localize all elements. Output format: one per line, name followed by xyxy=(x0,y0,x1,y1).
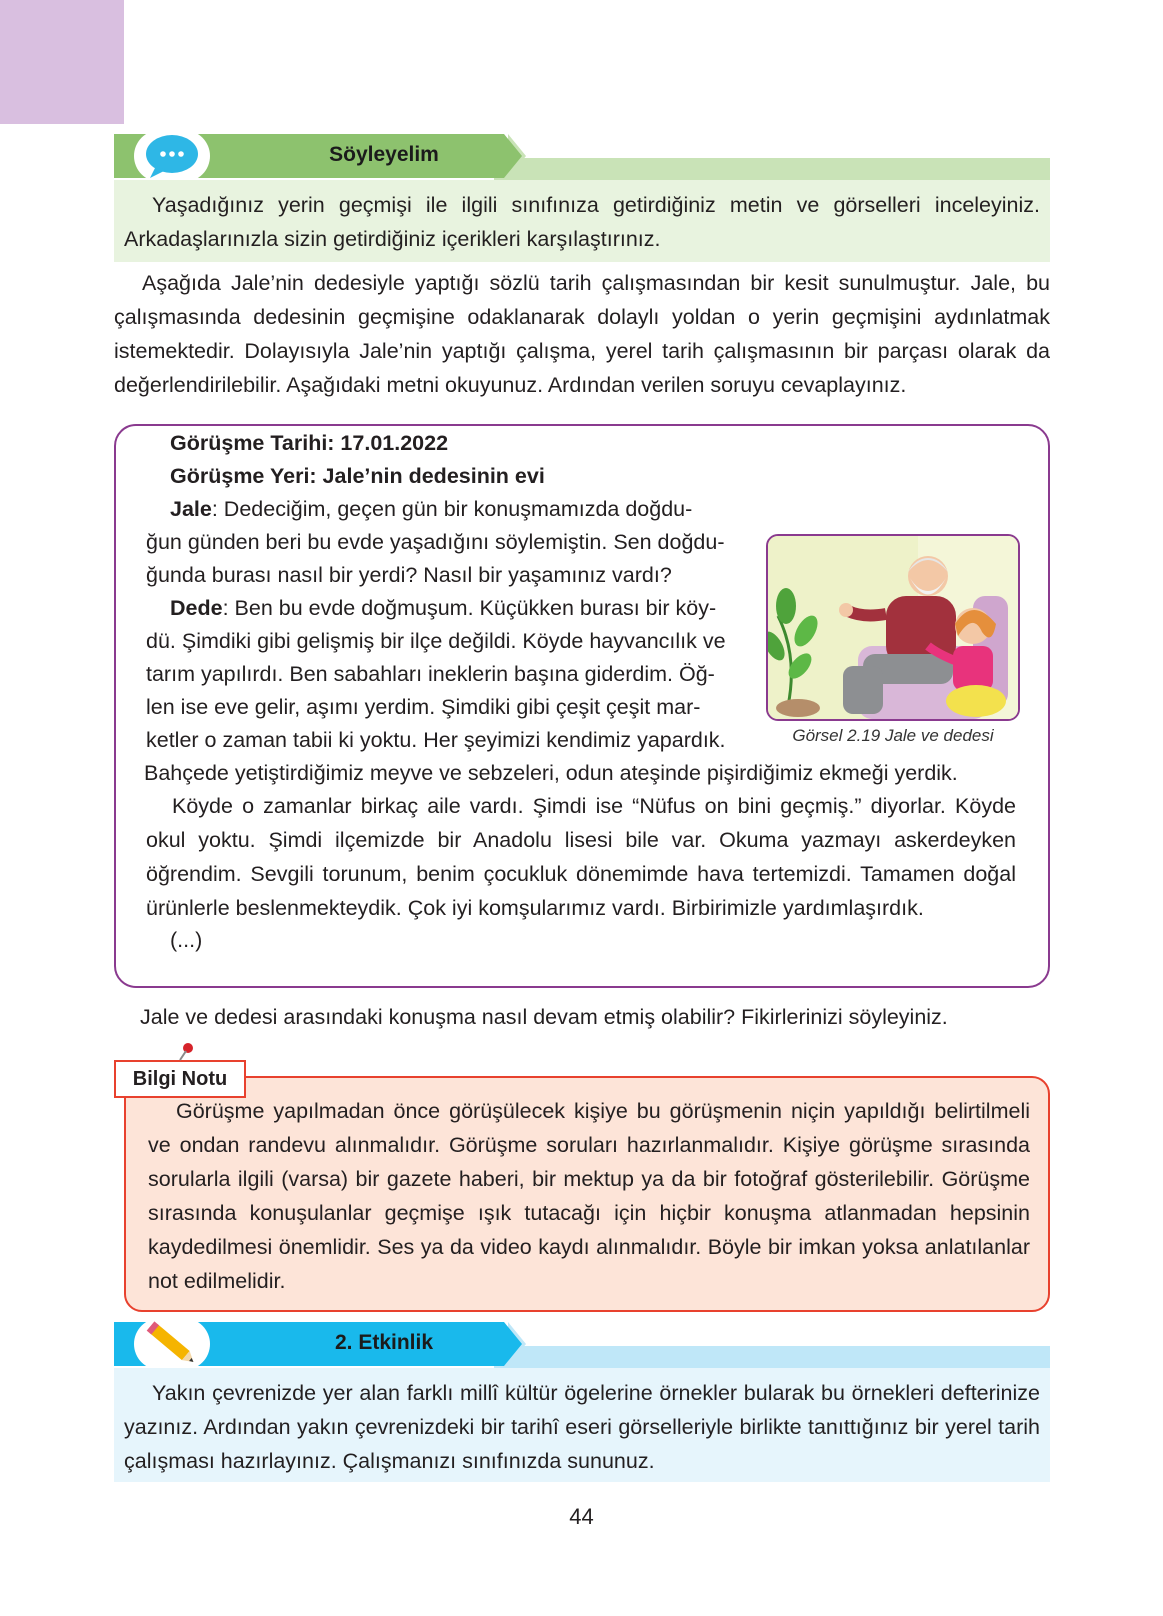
interview-ellipsis: (...) xyxy=(170,928,203,952)
interview-place: Görüşme Yeri: Jale’nin dedesinin evi xyxy=(170,464,545,488)
soyleyelim-text: Yaşadığınız yerin geçmişi ile ilgili sınıfınıza getirdiğiniz metin ve görselleri inceleyiniz. Arkadaşlarınızla sizin getirdiğiniz içerikleri karşılaştırınız. xyxy=(124,193,1040,251)
dede-line-1 xyxy=(170,591,716,625)
jale-and-grandfather-illustration xyxy=(766,534,1020,721)
intro-paragraph: Aşağıda Jale’nin dedesiyle yaptığı sözlü tarih çalışmasından bir kesit sunulmuştur. Jale, bu çalışmasında dedesinin geçmişine odaklanarak dolaylı yoldan o yerin geçmişini aydınlatmak istemektedir. Dolayısıyla Jale’nin yaptığı çalışma, yerel tarih çalışmasının bir parçası olarak da değerlendirilebilir. Aşağıdaki metni okuyunuz. Ardından verilen soruyu cevaplayınız. xyxy=(114,271,1050,397)
jale-label: Jale xyxy=(170,497,212,521)
dede-text-1: : Ben bu evde doğmuşum. Küçükken burası bir köy- xyxy=(222,596,717,620)
page-number: 44 xyxy=(569,1504,594,1529)
jale-line-2: ğun günden beri bu evde yaşadığını söylemiştin. Sen doğdu- xyxy=(146,530,725,554)
page-corner-tab xyxy=(0,0,124,124)
etkinlik-title: 2. Etkinlik xyxy=(334,1331,434,1354)
dede-line-4: len ise eve gelir, aşımı yerdim. Şimdiki gibi çeşit çeşit mar- xyxy=(146,695,701,719)
interview-box xyxy=(114,424,1050,988)
dede-line-2: dü. Şimdiki gibi gelişmiş bir ilçe değildi. Köyde hayvancılık ve xyxy=(146,629,726,653)
illustration-caption: Görsel 2.19 Jale ve dedesi xyxy=(792,726,994,745)
bilgi-notu-box xyxy=(124,1076,1050,1312)
pushpin-icon xyxy=(178,1042,194,1062)
discussion-question: Jale ve dedesi arasındaki konuşma nasıl devam etmiş olabilir? Fikirlerinizi söyleyiniz. xyxy=(140,1005,948,1029)
etkinlik-box xyxy=(114,1368,1050,1482)
jale-line-3: ğunda burası nasıl bir yerdi? Nasıl bir yaşamınız vardı? xyxy=(146,563,672,587)
soyleyelim-title: Söyleyelim xyxy=(329,143,439,166)
banner-tip xyxy=(504,1322,522,1366)
banner-tip xyxy=(504,134,522,178)
interview-paragraph-2: Köyde o zamanlar birkaç aile vardı. Şimdi ise “Nüfus on bini geçmiş.” diyorlar. Köyde okul yoktu. Şimdi ilçemizde bir Anadolu lisesi bile var. Okuma yazmayı askerdeyken öğrendim. Sevgili torunum, benim çocukluk dönemimde hava tertemizdi. Tamamen doğal ürünlerle beslenmekteydik. Çok iyi komşularımız vardı. Birbirimizle yardımlaşırdık. xyxy=(146,794,1016,920)
dede-line-full: Bahçede yetiştirdiğimiz meyve ve sebzeleri, odun ateşinde pişirdiğimiz ekmeği yerdik. xyxy=(144,761,958,785)
pencil-badge xyxy=(134,1318,210,1370)
interview-date: Görüşme Tarihi: 17.01.2022 xyxy=(170,431,449,455)
pencil-icon xyxy=(134,1318,210,1370)
illustration-svg xyxy=(768,536,1018,719)
bilgi-notu-text: Görüşme yapılmadan önce görüşülecek kişiye bu görüşmenin niçin yapıldığı belirtilmeli ve ondan randevu alınmalıdır. Görüşme soruları hazırlanmalıdır. Kişiye görüşme sırasında sorularla ilgili (varsa) bir gazete haberi, bir mektup ya da bir fotoğraf gösterilebilir. Görüşme sırasında konuşulanlar geçmişe ışık tutacağı için hiçbir konuşma atlanmadan hepsinin kaydedilmesi önemlidir. Ses ya da video kaydı alınmalıdır. Böyle bir imkan yoksa anlatılanlar not edilmelidir. xyxy=(148,1099,1030,1293)
speech-bubble-badge xyxy=(134,130,210,182)
etkinlik-text: Yakın çevrenizde yer alan farklı millî kültür ögelerine örnekler bularak bu örnekleri defterinize yazınız. Ardından yakın çevrenizdeki bir tarihî eseri görselleriyle birlikte tanıttığınız bir yerel tarih çalışması hazırlayınız. Çalışmanızı sınıfınızda sununuz. xyxy=(124,1381,1040,1473)
dede-line-3: tarım yapılırdı. Ben sabahları ineklerin başına giderdim. Öğ- xyxy=(146,662,715,686)
speech-bubble-icon xyxy=(134,130,210,182)
soyleyelim-banner xyxy=(114,132,1050,180)
dede-label: Dede xyxy=(170,596,223,620)
soyleyelim-box xyxy=(114,180,1050,262)
dede-line-5: ketler o zaman tabii ki yoktu. Her şeyimizi kendimiz yapardık. xyxy=(146,728,726,752)
bilgi-notu-label: Bilgi Notu xyxy=(114,1060,246,1098)
jale-line-1 xyxy=(170,492,692,526)
banner-light-bar xyxy=(494,158,1050,180)
jale-text-1: : Dedeciğim, geçen gün bir konuşmamızda doğdu- xyxy=(211,497,693,521)
etkinlik-banner xyxy=(114,1320,1050,1368)
banner-light-bar xyxy=(494,1346,1050,1368)
